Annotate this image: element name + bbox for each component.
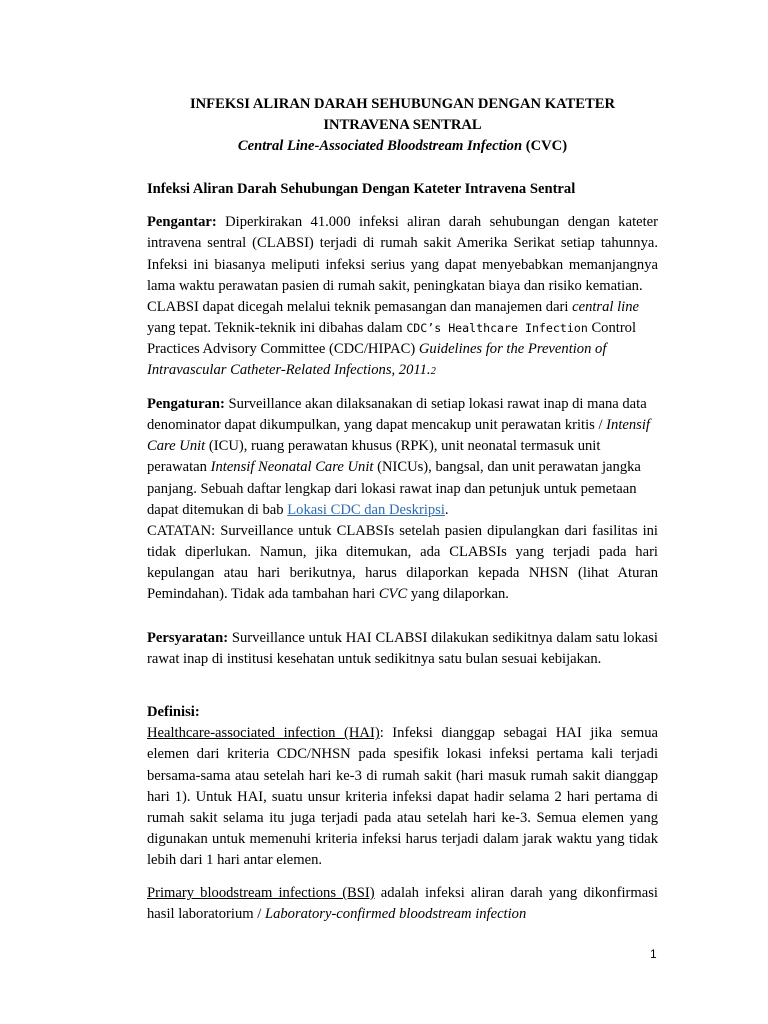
pengaturan-b: Intensif Care Unit <box>147 417 650 455</box>
hai-text: : Infeksi dianggap sebagai HAI jika semua elemen dari kriteria CDC/NHSN pada spesifik lokasi infeksi pertama kali terjadi bersama-sama atau setelah hari ke-3 di rumah sakit (hari masuk rumah sakit dianggap hari 1). Untuk HAI, suatu unsur kriteria infeksi dapat hadir selama 2 hari pertama di rumah sakit selama itu juga terjadi pada atau setelah hari ke-3. Semua elemen yang digunakan untuk memenuhi kriteria infeksi harus terjadi dalam jarak waktu yang tidak lebih dari 1 hari antar elemen. <box>147 725 658 868</box>
pengantar-paragraph <box>147 212 658 296</box>
pengantar-p2-d: Control Practices Advisory Committee (CDC/HIPAC) <box>147 319 637 357</box>
pengantar-p2-c: yang tepat. Teknik-teknik ini dibahas dalam <box>147 319 407 336</box>
pengaturan-a: Surveillance akan dilaksanakan di setiap lokasi rawat inap di mana data denominator dapat dikumpulkan, yang dapat mencakup unit perawatan kritis / <box>147 396 647 434</box>
subtitle-suffix: (CVC) <box>522 138 568 155</box>
catatan-a: CATATAN: Surveillance untuk CLABSIs setelah pasien dipulangkan dari fasilitas ini tidak diperlukan. Namun, jika ditemukan, ada CLABSIs yang terjadi pada hari kepulangan atau hari berikutnya, harus dilaporkan kepada NHSN (lihat Aturan Pemindahan). Tidak ada tambahan hari <box>147 522 658 602</box>
document-title <box>147 94 658 136</box>
catatan-c: yang dilaporkan. <box>407 585 509 602</box>
hai-term: Healthcare-associated infection (HAI) <box>147 725 380 742</box>
bsi-text: adalah infeksi aliran darah yang dikonfirmasi hasil laboratorium / <box>147 885 658 923</box>
pengantar-reference: 2 <box>430 366 436 378</box>
document-subtitle <box>147 136 658 157</box>
lokasi-cdc-link[interactable]: Lokasi CDC dan Deskripsi <box>287 501 445 518</box>
pengantar-p2-a: CLABSI dapat dicegah melalui teknik pemasangan dan manajemen dari <box>147 298 573 315</box>
pengaturan-f: . <box>444 501 449 518</box>
bsi-paragraph <box>147 883 658 925</box>
pengaturan-paragraph <box>147 394 658 521</box>
hai-paragraph <box>147 723 658 871</box>
catatan-b: CVC <box>378 585 408 602</box>
pengaturan-c: (ICU), ruang perawatan khusus (RPK), unit neonatal termasuk unit perawatan <box>147 438 601 476</box>
pengaturan-e: (NICUs), bangsal, dan unit perawatan jangka panjang. Sebuah daftar lengkap dari lokasi rawat inap dan petunjuk untuk pemetaan dapat ditemukan di bab <box>147 459 641 518</box>
title-line-2: INTRAVENA SENTRAL <box>323 117 482 134</box>
pengantar-p2-b: central line <box>572 298 639 315</box>
pengantar-p2-mono: CDC’s Healthcare Infection <box>406 320 588 335</box>
pengantar-label: Pengantar: <box>147 214 217 231</box>
pengaturan-label: Pengaturan: <box>147 396 225 413</box>
persyaratan-paragraph <box>147 628 658 670</box>
catatan-paragraph <box>147 521 658 605</box>
title-line-1: INFEKSI ALIRAN DARAH SEHUBUNGAN DENGAN KATETER <box>189 96 616 112</box>
pengantar-text: Diperkirakan 41.000 infeksi aliran darah sehubungan dengan kateter intravena sentral (CLABSI) terjadi di rumah sakit Amerika Serikat setiap tahunnya. Infeksi ini biasanya meliputi infeksi serius yang dapat menyebabkan memanjangnya lama waktu perawatan pasien di rumah sakit, peningkatan biaya dan risiko kematian. <box>147 214 658 294</box>
definisi-heading: Definisi: <box>147 704 200 721</box>
pengantar-paragraph-2 <box>147 297 658 382</box>
bsi-term: Primary bloodstream infections (BSI) <box>147 885 375 901</box>
persyaratan-label: Persyaratan: <box>147 630 229 647</box>
subtitle-italic: Central Line-Associated Bloodstream Infection <box>237 138 523 155</box>
section-heading: Infeksi Aliran Darah Sehubungan Dengan Kateter Intravena Sentral <box>147 181 576 198</box>
pengaturan-d: Intensif Neonatal Care Unit <box>210 459 374 476</box>
persyaratan-text: Surveillance untuk HAI CLABSI dilakukan sedikitnya dalam satu lokasi rawat inap di institusi kesehatan untuk sedikitnya satu bulan sesuai kebijakan. <box>147 630 658 668</box>
bsi-italic: Laboratory-confirmed bloodstream infection <box>264 906 527 923</box>
page-number: 1 <box>650 947 657 961</box>
pengantar-p2-e: Guidelines for the Prevention of Intravascular Catheter-Related Infections, 2011. <box>147 340 607 379</box>
page-content <box>147 94 658 925</box>
